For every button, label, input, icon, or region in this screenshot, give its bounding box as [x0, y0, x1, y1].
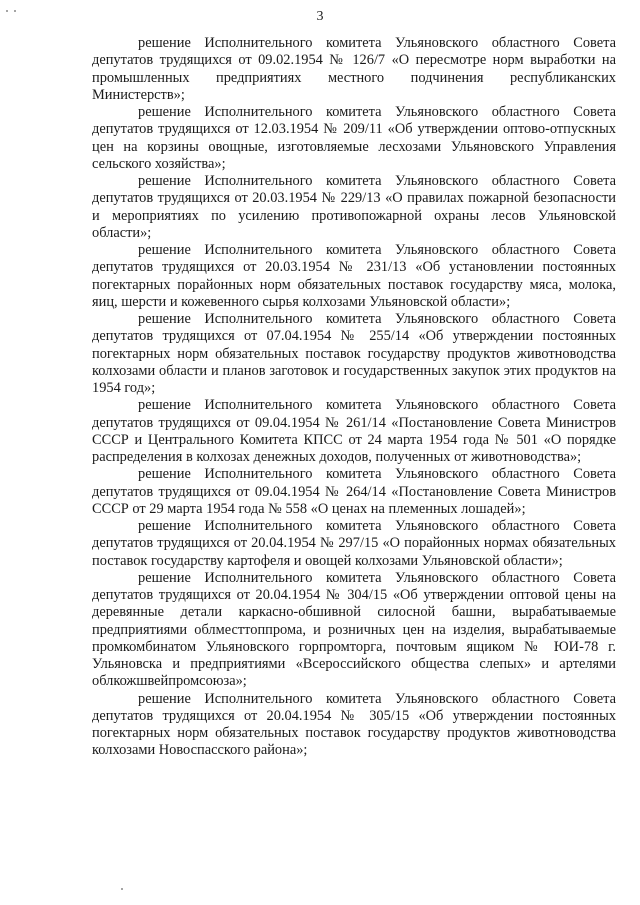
- paragraph: решение Исполнительного комитета Ульяновского областного Совета депутатов трудящихся от 09.02.1954 № 126/7 «О пересмотре норм выработки на промышленных предприятиях местного подчинения республиканских Министерств»;: [92, 35, 616, 103]
- document-body: [92, 35, 616, 760]
- paragraph: решение Исполнительного комитета Ульяновского областного Совета депутатов трудящихся от 12.03.1954 № 209/11 «Об утверждении оптово-отпускных цен на корзины овощные, изготовляемые лесхозами Ульяновского Управления сельского хозяйства»;: [92, 104, 616, 172]
- paragraph: решение Исполнительного комитета Ульяновского областного Совета депутатов трудящихся от 09.04.1954 № 261/14 «Постановление Совета Министров СССР и Центрального Комитета КПСС от 24 марта 1954 года № 501 «О порядке распределения в колхозах денежных доходов, полученных от животноводства»;: [92, 397, 616, 465]
- paragraph: решение Исполнительного комитета Ульяновского областного Совета депутатов трудящихся от 07.04.1954 № 255/14 «Об утверждении постоянных погектарных норм обязательных поставок государству продуктов животноводства колхозами области и планов заготовок и государственных закупок этих продуктов на 1954 год»;: [92, 311, 616, 396]
- paragraph: решение Исполнительного комитета Ульяновского областного Совета депутатов трудящихся от 20.04.1954 № 304/15 «Об утверждении оптовой цены на деревянные детали каркасно-обшивной силосной башни, вырабатываемые предприятиями облместтоппрома, и розничных цен на изделия, вырабатываемые промкомбинатом Ульяновского горпромторга, почтовым ящиком № ЮИ-78 г. Ульяновска и предприятиями «Всероссийского общества слепых» и артелями облкожшвейпромсоюза»;: [92, 569, 616, 690]
- paragraph: решение Исполнительного комитета Ульяновского областного Совета депутатов трудящихся от 20.04.1954 № 297/15 «О порайонных нормах обязательных поставок государству картофеля и овощей колхозами Ульяновской области»;: [92, 518, 616, 569]
- paragraph: решение Исполнительного комитета Ульяновского областного Совета депутатов трудящихся от 09.04.1954 № 264/14 «Постановление Совета Министров СССР от 29 марта 1954 года № 558 «О ценах на племенных лошадей»;: [92, 466, 616, 517]
- paragraph: решение Исполнительного комитета Ульяновского областного Совета депутатов трудящихся от 20.04.1954 № 305/15 «Об утверждении постоянных погектарных норм обязательных поставок государству продуктов животноводства колхозами Новоспасского района»;: [92, 690, 616, 759]
- paragraph: решение Исполнительного комитета Ульяновского областного Совета депутатов трудящихся от 20.03.1954 № 231/13 «Об установлении постоянных погектарных порайонных норм обязательных поставок государству мяса, молока, яиц, шерсти и кожевенного сырья колхозами Ульяновской области»;: [92, 242, 616, 310]
- paragraph: решение Исполнительного комитета Ульяновского областного Совета депутатов трудящихся от 20.03.1954 № 229/13 «О правилах пожарной безопасности и мероприятиях по усилению противопожарной охраны лесов Ульяновской области»;: [92, 173, 616, 241]
- scan-speck: [121, 888, 123, 890]
- page-number: 3: [316, 9, 324, 24]
